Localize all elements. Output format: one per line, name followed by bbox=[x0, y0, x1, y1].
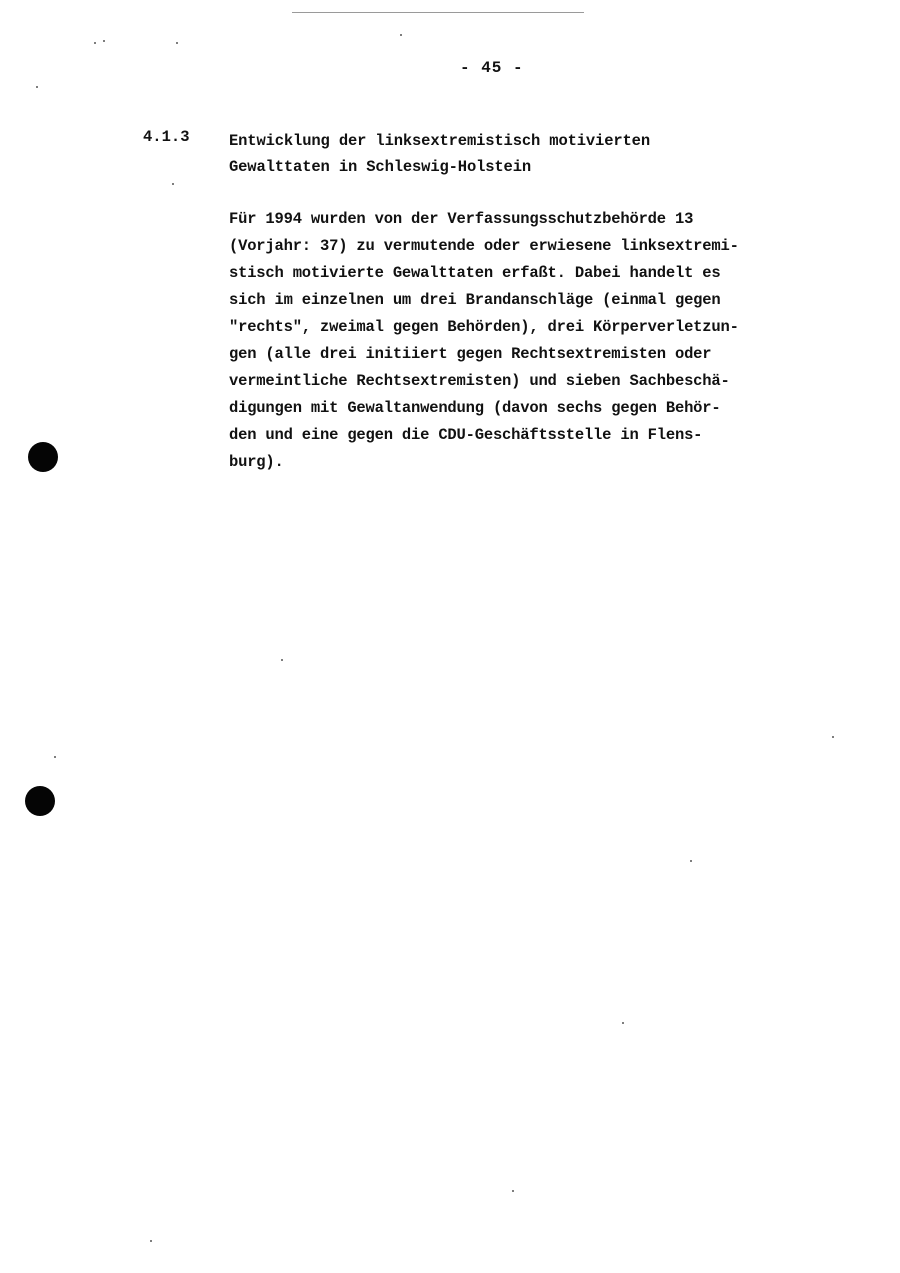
scan-speck bbox=[172, 183, 174, 185]
scan-speck bbox=[176, 42, 178, 44]
scan-speck bbox=[622, 1022, 624, 1024]
section-number: 4.1.3 bbox=[143, 128, 190, 146]
paragraph-line: den und eine gegen die CDU-Geschäftsstelle in Flens- bbox=[229, 426, 703, 444]
scan-speck bbox=[103, 40, 105, 42]
paragraph-line: digungen mit Gewaltanwendung (davon sechs gegen Behör- bbox=[229, 399, 721, 417]
punch-hole-upper bbox=[28, 442, 58, 472]
scan-speck bbox=[94, 42, 96, 44]
scan-speck bbox=[150, 1240, 152, 1242]
paragraph-line: burg). bbox=[229, 453, 284, 471]
punch-hole-lower bbox=[25, 786, 55, 816]
section-title-line: Gewalttaten in Schleswig-Holstein bbox=[229, 158, 532, 176]
section-title-line: Entwicklung der linksextremistisch motivierten bbox=[229, 132, 650, 150]
top-edge-rule bbox=[292, 12, 584, 13]
paragraph-line: gen (alle drei initiiert gegen Rechtsextremisten oder bbox=[229, 345, 712, 363]
scan-speck bbox=[832, 736, 834, 738]
section-title bbox=[229, 128, 829, 180]
page-number: - 45 - bbox=[460, 59, 524, 77]
paragraph-line: "rechts", zweimal gegen Behörden), drei Körperverletzun- bbox=[229, 318, 739, 336]
paragraph-line: sich im einzelnen um drei Brandanschläge (einmal gegen bbox=[229, 291, 721, 309]
paragraph-line: Für 1994 wurden von der Verfassungsschutzbehörde 13 bbox=[229, 210, 694, 228]
scan-speck bbox=[512, 1190, 514, 1192]
paragraph-line: stisch motivierte Gewalttaten erfaßt. Dabei handelt es bbox=[229, 264, 721, 282]
body-paragraph bbox=[229, 206, 859, 476]
paragraph-line: (Vorjahr: 37) zu vermutende oder erwiesene linksextremi- bbox=[229, 237, 739, 255]
scan-speck bbox=[281, 659, 283, 661]
paragraph-line: vermeintliche Rechtsextremisten) und sieben Sachbeschä- bbox=[229, 372, 730, 390]
scan-speck bbox=[54, 756, 56, 758]
scan-speck bbox=[36, 86, 38, 88]
scan-speck bbox=[400, 34, 402, 36]
scan-speck bbox=[690, 860, 692, 862]
